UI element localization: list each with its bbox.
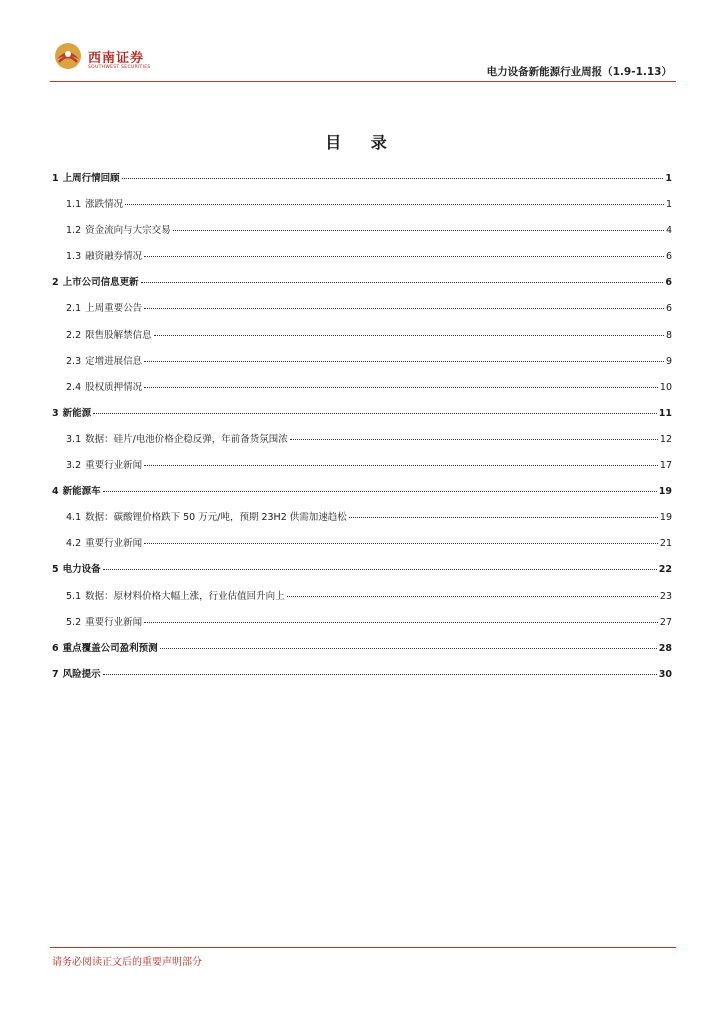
- toc-entry[interactable]: [52, 248, 672, 274]
- footer-divider: [50, 947, 676, 948]
- toc-entry-page: 27: [659, 616, 672, 628]
- toc-entry[interactable]: [52, 222, 672, 248]
- toc-entry-label: 新能源车: [62, 486, 101, 498]
- toc-dot-leader: [141, 282, 664, 283]
- toc-entry-number: 2.1: [66, 303, 82, 315]
- toc-entry-number: 4.1: [66, 512, 82, 524]
- header-divider: [50, 81, 676, 82]
- report-title: 电力设备新能源行业周报（1.9-1.13）: [486, 66, 672, 78]
- toc-entry-page: 1: [665, 173, 672, 184]
- toc-entry-label: 融资融券情况: [85, 251, 143, 263]
- toc-entry-page: 6: [665, 303, 672, 315]
- toc-dot-leader: [144, 387, 658, 388]
- toc-entry-number: 1: [52, 173, 59, 184]
- toc-dot-leader: [93, 413, 657, 414]
- toc-dot-leader: [144, 308, 664, 309]
- toc-dot-leader: [144, 465, 658, 466]
- footer-disclaimer: 请务必阅读正文后的重要声明部分: [52, 957, 202, 968]
- toc-entry-label: 上周行情回顾: [62, 173, 120, 184]
- toc-entry-number: 3.1: [66, 433, 82, 445]
- toc-entry-page: 22: [658, 564, 672, 576]
- toc-entry[interactable]: [52, 509, 672, 535]
- toc-entry-label: 定增进展信息: [85, 355, 143, 367]
- toc-entry[interactable]: [52, 614, 672, 640]
- logo-english-text: SOUTHWEST SECURITIES: [88, 65, 151, 70]
- toc-entry-label: 数据：硅片/电池价格企稳反弹，年前备货氛围浓: [85, 433, 288, 445]
- toc-entry-number: 2.2: [66, 329, 82, 341]
- toc-entry-label: 重点覆盖公司盈利预测: [62, 642, 158, 654]
- toc-entry-label: 上市公司信息更新: [62, 277, 139, 289]
- toc-entry-number: 4.2: [66, 538, 82, 550]
- toc-entry-number: 7: [52, 668, 59, 680]
- toc-entry-label: 数据：碳酸锂价格跌下 50 万元/吨，预期 23H2 供需加速趋松: [85, 512, 347, 524]
- toc-entry-number: 4: [52, 486, 59, 498]
- table-of-contents: [52, 170, 672, 692]
- southwest-securities-logo-icon: [54, 42, 82, 70]
- toc-dot-leader: [122, 178, 664, 179]
- toc-entry-page: 9: [665, 355, 672, 367]
- toc-dot-leader: [290, 439, 658, 440]
- toc-entry-label: 风险提示: [62, 668, 101, 680]
- toc-entry[interactable]: [52, 431, 672, 457]
- toc-entry-page: 21: [659, 538, 672, 550]
- toc-dot-leader: [349, 517, 658, 518]
- toc-entry-number: 1.3: [66, 251, 82, 263]
- toc-entry-number: 3.2: [66, 460, 82, 472]
- toc-entry-page: 30: [658, 668, 672, 680]
- toc-entry[interactable]: [52, 170, 672, 196]
- toc-dot-leader: [103, 569, 657, 570]
- toc-dot-leader: [144, 361, 664, 362]
- toc-entry-label: 新能源: [62, 407, 92, 419]
- toc-entry-label: 重要行业新闻: [85, 616, 143, 628]
- toc-entry[interactable]: [52, 379, 672, 405]
- toc-entry[interactable]: [52, 405, 672, 431]
- toc-entry-label: 涨跌情况: [85, 199, 124, 211]
- toc-entry[interactable]: [52, 300, 672, 326]
- toc-entry-label: 电力设备: [62, 564, 101, 576]
- toc-entry[interactable]: [52, 561, 672, 587]
- page-header: [50, 40, 676, 82]
- toc-entry-page: 28: [658, 642, 672, 654]
- toc-entry-number: 3: [52, 407, 59, 419]
- toc-entry[interactable]: [52, 535, 672, 561]
- toc-entry-page: 19: [659, 512, 672, 524]
- toc-entry-label: 重要行业新闻: [85, 460, 143, 472]
- toc-entry-page: 8: [665, 329, 672, 341]
- toc-entry[interactable]: [52, 353, 672, 379]
- toc-entry-number: 1.1: [66, 199, 82, 211]
- toc-entry-number: 2: [52, 277, 59, 289]
- toc-entry-page: 10: [659, 381, 672, 393]
- toc-entry-label: 限售股解禁信息: [85, 329, 152, 341]
- toc-entry-label: 重要行业新闻: [85, 538, 143, 550]
- toc-entry-number: 2.3: [66, 355, 82, 367]
- toc-dot-leader: [125, 204, 664, 205]
- toc-entry[interactable]: [52, 640, 672, 666]
- toc-entry-page: 11: [658, 407, 672, 419]
- toc-entry-page: 6: [665, 251, 672, 263]
- toc-entry-label: 数据：原材料价格大幅上涨，行业估值回升向上: [85, 590, 285, 602]
- toc-entry[interactable]: [52, 196, 672, 222]
- toc-dot-leader: [144, 543, 658, 544]
- toc-entry-page: 19: [658, 486, 672, 498]
- logo-chinese-text: 西南证券: [88, 51, 145, 66]
- toc-dot-leader: [144, 256, 664, 257]
- toc-entry-number: 1.2: [66, 225, 82, 237]
- toc-entry-number: 5.1: [66, 590, 82, 602]
- toc-entry[interactable]: [52, 588, 672, 614]
- toc-entry-label: 上周重要公告: [85, 303, 143, 315]
- toc-entry-page: 12: [659, 433, 672, 445]
- toc-dot-leader: [154, 335, 664, 336]
- toc-entry-number: 5: [52, 564, 59, 576]
- toc-entry[interactable]: [52, 274, 672, 300]
- toc-dot-leader: [173, 230, 664, 231]
- toc-entry-page: 6: [665, 277, 672, 289]
- toc-entry[interactable]: [52, 327, 672, 353]
- toc-entry-label: 资金流向与大宗交易: [85, 225, 171, 237]
- toc-entry[interactable]: [52, 457, 672, 483]
- toc-entry-number: 5.2: [66, 616, 82, 628]
- toc-entry-page: 23: [659, 590, 672, 602]
- toc-entry[interactable]: [52, 666, 672, 692]
- toc-dot-leader: [160, 648, 657, 649]
- toc-dot-leader: [144, 622, 658, 623]
- toc-dot-leader: [287, 596, 658, 597]
- toc-entry-number: 2.4: [66, 381, 82, 393]
- toc-dot-leader: [103, 674, 657, 675]
- toc-entry-page: 17: [659, 460, 672, 472]
- toc-entry-label: 股权质押情况: [85, 381, 143, 393]
- toc-entry-page: 1: [665, 199, 672, 211]
- toc-entry[interactable]: [52, 483, 672, 509]
- toc-title: 目 录: [325, 133, 399, 152]
- toc-entry-page: 4: [665, 225, 672, 237]
- toc-dot-leader: [103, 491, 657, 492]
- toc-entry-number: 6: [52, 642, 59, 654]
